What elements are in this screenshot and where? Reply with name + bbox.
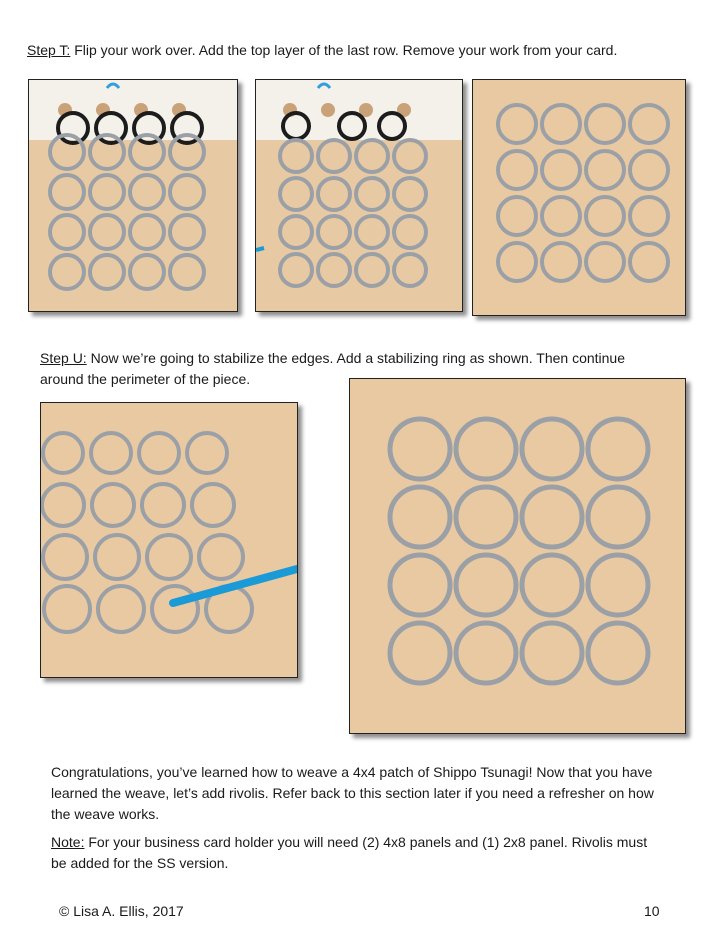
photo-step-t-1 [28, 79, 238, 312]
note-paragraph [51, 832, 691, 874]
photo-step-u-1 [40, 402, 298, 678]
footer-copyright: © Lisa A. Ellis, 2017 [59, 903, 184, 919]
congratulations-paragraph [51, 762, 691, 825]
note-line2: be added for the SS version. [51, 855, 229, 871]
step-u-text-line1: Now we’re going to stabilize the edges. Add a stabilizing ring as shown. Then continue [90, 350, 625, 366]
stabilizing-ring-needle-image [41, 403, 297, 677]
step-u-text-line2: around the perimeter of the piece. [40, 371, 251, 387]
photo-step-t-3 [472, 79, 686, 316]
step-t-instruction [27, 40, 707, 61]
congrats-line2: learned the weave, let’s add rivolis. Refer back to this section later if you need a refresher on how [51, 785, 654, 801]
note-label: Note: [51, 834, 85, 850]
footer-page-number: 10 [644, 903, 660, 919]
chainmaille-on-card-image [256, 80, 462, 311]
step-u-label: Step U: [40, 350, 87, 366]
congrats-line1: Congratulations, you’ve learned how to weave a 4x4 patch of Shippo Tsunagi! Now that you have [51, 764, 653, 780]
step-t-label: Step T: [27, 42, 71, 58]
chainmaille-on-card-image [29, 80, 237, 311]
congrats-line3: the weave works. [51, 806, 160, 822]
photo-step-t-2 [255, 79, 463, 312]
stabilized-chainmaille-image [350, 379, 685, 733]
chainmaille-patch-image [473, 80, 685, 315]
note-line1: For your business card holder you will need (2) 4x8 panels and (1) 2x8 panel. Rivolis must [88, 834, 648, 850]
photo-step-u-2 [349, 378, 686, 734]
step-t-text: Flip your work over. Add the top layer of the last row. Remove your work from your card. [74, 42, 618, 58]
